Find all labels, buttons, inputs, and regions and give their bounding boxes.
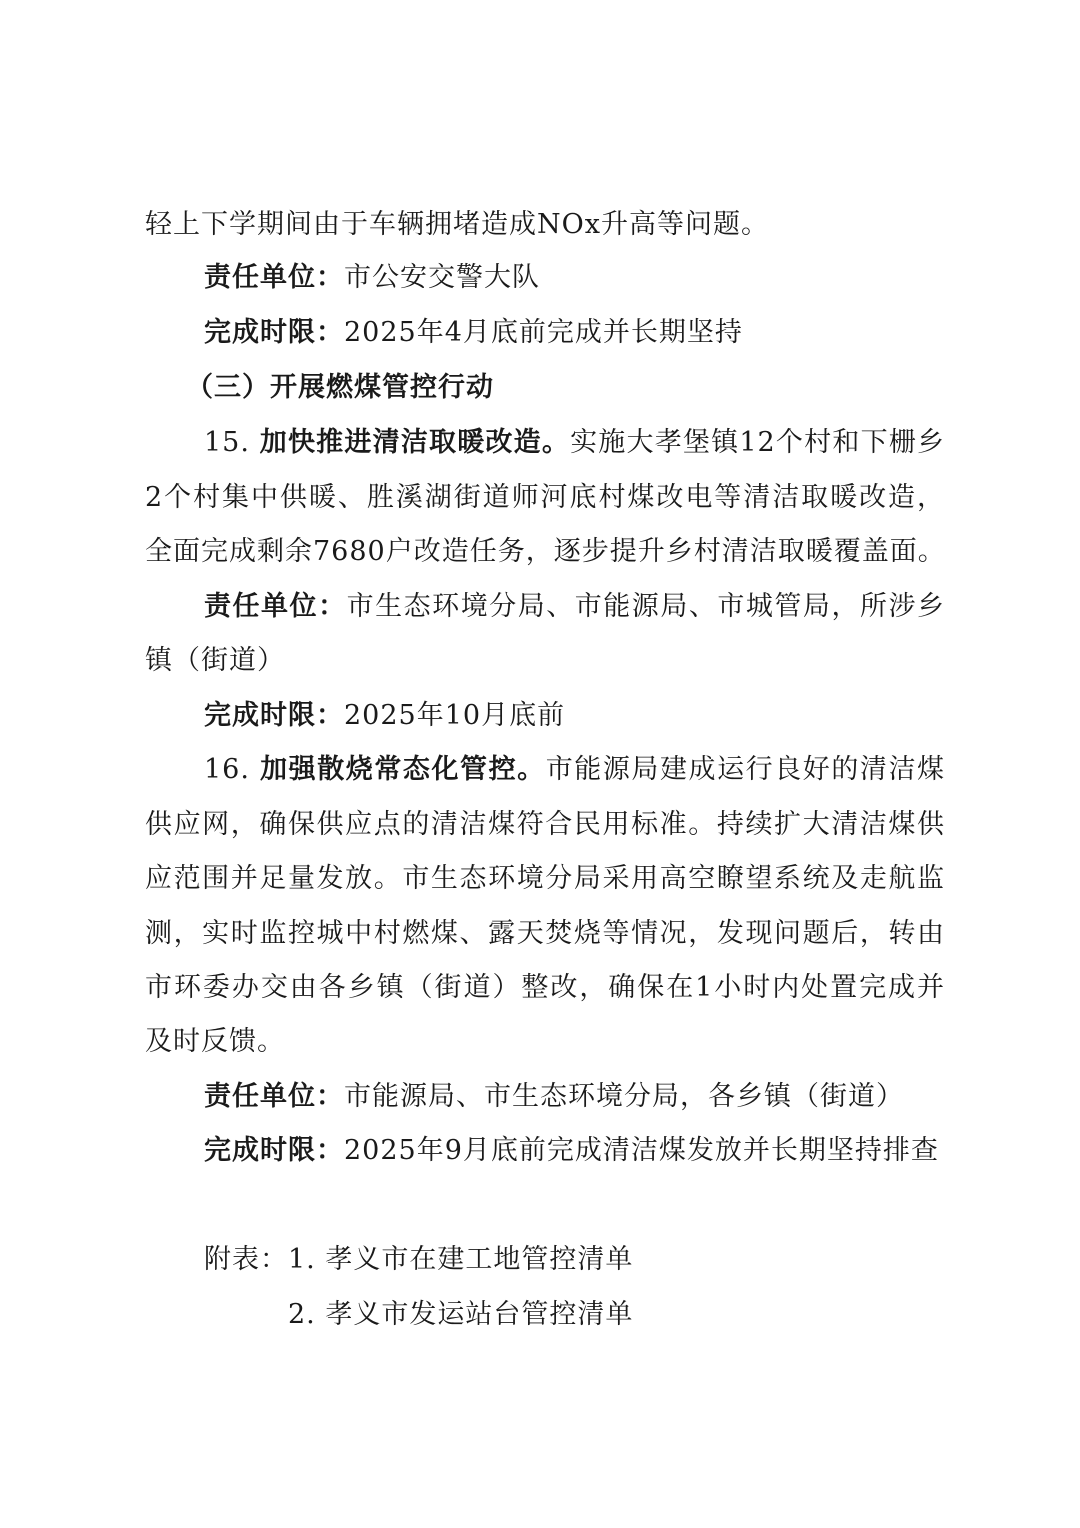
item-text: 实施大孝堡镇12个村和下栅乡 <box>570 427 945 458</box>
deadline-label: 完成时限： <box>204 700 344 731</box>
item-16-line-2 <box>145 805 945 845</box>
item-15-line-3 <box>145 532 945 572</box>
item-number: 16. <box>204 754 261 785</box>
section-heading <box>186 368 886 408</box>
item-text: 全面完成剩余7680户改造任务，逐步提升乡村清洁取暖覆盖面。 <box>145 536 946 567</box>
responsible-unit-label: 责任单位： <box>204 262 344 293</box>
item-text: 2个村集中供暖、胜溪湖街道师河底村煤改电等清洁取暖改造， <box>145 482 945 513</box>
item-text: 供应网，确保供应点的清洁煤符合民用标准。持续扩大清洁煤供 <box>145 809 945 840</box>
item-15-line-2 <box>145 478 945 518</box>
deadline-label: 完成时限： <box>204 1135 344 1166</box>
attachment-line-2 <box>288 1295 945 1335</box>
responsible-unit-label: 责任单位： <box>204 1081 344 1112</box>
item-text: 应范围并足量发放。市生态环境分局采用高空瞭望系统及走航监 <box>145 863 945 894</box>
responsible-unit-value: 市生态环境分局、市能源局、市城管局，所涉乡 <box>346 591 946 622</box>
item-15-deadline-line <box>204 696 945 736</box>
responsible-unit-label: 责任单位： <box>204 591 347 622</box>
item-title: 加快推进清洁取暖改造。 <box>259 427 571 458</box>
item-15-responsible-line-2 <box>145 641 945 681</box>
deadline-value: 2025年4月底前完成并长期坚持 <box>344 317 743 348</box>
item-16-line-1 <box>204 750 945 790</box>
deadline-value: 2025年9月底前完成清洁煤发放并长期坚持排查 <box>344 1135 939 1166</box>
paragraph-text: 轻上下学期间由于车辆拥堵造成NOx升高等问题。 <box>145 209 769 240</box>
responsible-unit-line <box>204 258 945 298</box>
item-text: 市环委办交由各乡镇（街道）整改，确保在1小时内处置完成并 <box>145 972 945 1003</box>
item-number: 15. <box>204 427 260 458</box>
responsible-unit-value: 市公安交警大队 <box>344 262 540 293</box>
item-16-line-4 <box>145 914 945 954</box>
item-16-deadline-line <box>204 1131 945 1171</box>
deadline-value: 2025年10月底前 <box>344 700 566 731</box>
attachment-line-1 <box>204 1240 945 1280</box>
item-16-line-6 <box>145 1022 945 1062</box>
item-15-line-1 <box>204 423 945 463</box>
responsible-unit-value: 镇（街道） <box>145 645 285 676</box>
item-15-responsible-line-1 <box>204 587 945 627</box>
item-text: 及时反馈。 <box>145 1026 285 1057</box>
item-16-responsible-line <box>204 1077 945 1117</box>
section-heading-text: （三）开展燃煤管控行动 <box>186 372 494 403</box>
deadline-label: 完成时限： <box>204 317 344 348</box>
item-16-line-3 <box>145 859 945 899</box>
deadline-line <box>204 313 945 353</box>
item-text: 市能源局建成运行良好的清洁煤 <box>545 754 946 785</box>
item-text: 测，实时监控城中村燃煤、露天焚烧等情况，发现问题后，转由 <box>145 918 945 949</box>
attachment-item: 2. 孝义市发运站台管控清单 <box>288 1299 634 1330</box>
item-16-line-5 <box>145 968 945 1008</box>
paragraph-line <box>145 205 945 245</box>
attachment-item: 1. 孝义市在建工地管控清单 <box>288 1244 634 1275</box>
responsible-unit-value: 市能源局、市生态环境分局，各乡镇（街道） <box>344 1081 904 1112</box>
item-title: 加强散烧常态化管控。 <box>260 754 546 785</box>
attachment-label: 附表： <box>204 1244 288 1275</box>
